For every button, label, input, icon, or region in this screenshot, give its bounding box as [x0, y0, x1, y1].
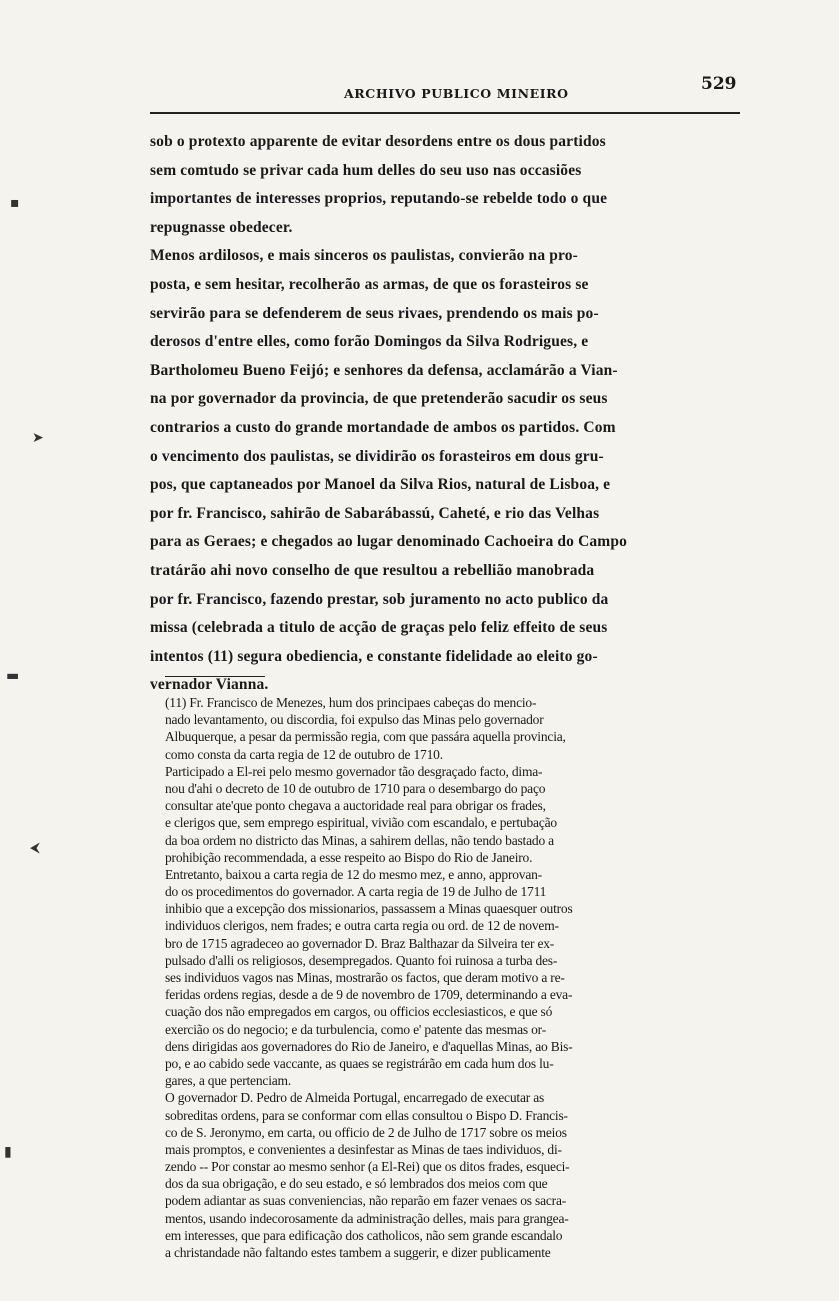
running-header-title: ARCHIVO PUBLICO MINEIRO	[344, 86, 569, 101]
footnote-line: em interesses, que para edificação dos catholicos, não sem grande escandalo	[165, 1227, 563, 1243]
footnote-line: Albuquerque, a pesar da permissão regia, com que passára aquella provincia,	[165, 729, 566, 745]
footnote-line: Participado a El-rei pelo mesmo governador tão desgraçado facto, dima-	[165, 763, 543, 779]
body-text-line: importantes de interesses proprios, reputando-se rebelde todo o que	[150, 190, 608, 208]
body-text-line: servirão para se defenderem de seus rivaes, prendendo os mais po-	[150, 304, 599, 322]
footnote-line: exercião os do negocio; e da turbulencia, como e' patente das mesmas or-	[165, 1021, 546, 1037]
footnote-line: nado levantamento, ou discordia, foi expulso das Minas pelo governador	[165, 712, 544, 728]
footnote-line: O governador D. Pedro de Almeida Portugal, encarregado de executar as	[165, 1090, 545, 1106]
margin-arrow-left-mark: ⮜	[30, 840, 40, 856]
footnote-line: inhibio que a excepção dos missionarios, passassem a Minas quaesquer outros	[165, 901, 573, 917]
footnote-line: podem adiantar as suas conveniencias, não reparão em fazer venaes os sacra-	[165, 1193, 567, 1209]
footnote-line: individuos clerigos, nem frades; e outra carta regia ou ord. de 12 de novem-	[165, 918, 559, 934]
footnote-line: prohibição recommendada, a esse respeito ao Bispo do Rio de Janeiro.	[165, 849, 533, 865]
body-text-line: posta, e sem hesitar, recolherão as armas, de que os forasteiros se	[150, 275, 589, 293]
footnote-line: consultar ate'que ponto chegava a auctoridade real para obrigar os frades,	[165, 798, 546, 814]
body-text-line: intentos (11) segura obediencia, e constante fidelidade ao eleito go-	[150, 647, 598, 665]
footnote-line: po, e ao cabido sede vaccante, as quaes se registrárão em cada hum dos lu-	[165, 1055, 554, 1071]
header-divider	[150, 112, 740, 114]
footnote-line: a christandade não faltando estes tambem a suggerir, e dizer publicamente	[165, 1245, 551, 1260]
margin-edge-mark: ▮	[4, 1144, 12, 1160]
body-text-line: na por governador da provincia, de que pretenderão sacudir os seus	[150, 390, 608, 408]
footnote-line: ses individuos vagos nas Minas, mostrarão os factos, que deram motivo a re-	[165, 970, 565, 985]
footnote-line: sobreditas ordens, para se conformar com ellas consultou o Bispo D. Francis-	[165, 1107, 568, 1123]
footnote-line: feridas ordens regias, desde a de 9 de novembro de 1709, determinando a eva-	[165, 987, 573, 1003]
footnote-line: (11) Fr. Francisco de Menezes, hum dos principaes cabeças do mencio-	[165, 695, 537, 710]
body-text-line: contrarios a custo do grande mortandade de ambos os partidos. Com	[150, 418, 616, 436]
footnote-line: gares, a que pertenciam.	[165, 1073, 292, 1089]
body-text-line: Menos ardilosos, e mais sinceros os paulistas, convierão na pro-	[150, 247, 578, 265]
footnote-line: e clerigos que, sem emprego espiritual, vivião com escandalo, e pertubação	[165, 815, 557, 831]
footnote-line: da boa ordem no districto das Minas, a sahirem dellas, não tendo bastado a	[165, 832, 554, 848]
body-text-line: sem comtudo se privar cada hum delles do seu uso nas occasiões	[150, 161, 582, 179]
body-text-line: para as Geraes; e chegados ao lugar denominado Cachoeira do Campo	[150, 533, 628, 551]
body-text-line: derosos d'entre elles, como forão Domingos da Silva Rodrigues, e	[150, 333, 589, 351]
footnote-line: nou d'ahi o decreto de 10 de outubro de 1710 para o desembargo do paço	[165, 780, 546, 796]
footnote-line: dos da sua obrigação, e do seu estado, e só lembrados dos meios com que	[165, 1176, 548, 1192]
body-text-line: o vencimento dos paulistas, se dividirão os forasteiros em dous gru-	[150, 447, 604, 465]
body-text-line: pos, que captaneados por Manoel da Silva Rios, natural de Lisboa, e	[150, 476, 611, 494]
footnote-line: zendo -- Por constar ao mesmo senhor (a El-Rei) que os ditos frades, esqueci-	[165, 1159, 570, 1175]
footnote-line: co de S. Jeronymo, em carta, ou officio de 2 de Julho de 1717 sobre os meios	[165, 1124, 567, 1140]
body-text-line: tratárão ahi novo conselho de que resultou a rebellião manobrada	[150, 561, 595, 579]
footnote-line: pulsado d'alli os religiosos, desempregados. Quanto foi ruinosa a turba des-	[165, 952, 558, 968]
footnotes	[165, 694, 757, 1261]
margin-arrow-mark: ➤	[32, 430, 44, 446]
footnote-line: mentos, usando indecorosamente da administração delles, mais para grangea-	[165, 1210, 569, 1226]
body-text-line: sob o protexto apparente de evitar desordens entre os dous partidos	[150, 133, 606, 150]
footnote-line: cuação dos não empregados em cargos, ou officios ecclesiasticos, e que só	[165, 1004, 553, 1020]
margin-dash-mark: ▬	[6, 668, 20, 684]
footnote-line: dens dirigidas aos governadores do Rio de Janeiro, e d'aquellas Minas, ao Bis-	[165, 1038, 573, 1054]
body-text-line: por fr. Francisco, fazendo prestar, sob juramento no acto publico da	[150, 590, 609, 608]
body-text-line: vernador Vianna.	[150, 676, 269, 694]
body-text-line: repugnasse obedecer.	[150, 218, 293, 236]
body-text-line: missa (celebrada a titulo de acção de graças pelo feliz effeito de seus	[150, 619, 608, 637]
footnote-line: do os procedimentos do governador. A carta regia de 19 de Julho de 1711	[165, 884, 547, 900]
margin-dot-mark: ▪	[10, 195, 20, 211]
body-text-line: por fr. Francisco, sahirão de Sabarábassú, Caheté, e rio das Velhas	[150, 504, 600, 522]
footnote-line: bro de 1715 agradeceo ao governador D. Braz Balthazar da Silveira ter ex-	[165, 935, 555, 951]
footnote-line: mais promptos, e convenientes a desinfestar as Minas de taes individuos, di-	[165, 1141, 562, 1157]
page-number: 529	[701, 74, 737, 94]
main-body-text	[150, 128, 738, 700]
footnote-line: Entretanto, baixou a carta regia de 12 do mesmo mez, e anno, approvan-	[165, 866, 542, 882]
body-text-line: Bartholomeu Bueno Feijó; e senhores da defensa, acclamárão a Vian-	[150, 361, 618, 379]
footnote-line: como consta da carta regia de 12 de outubro de 1710.	[165, 746, 443, 762]
footnote-divider	[165, 676, 265, 677]
